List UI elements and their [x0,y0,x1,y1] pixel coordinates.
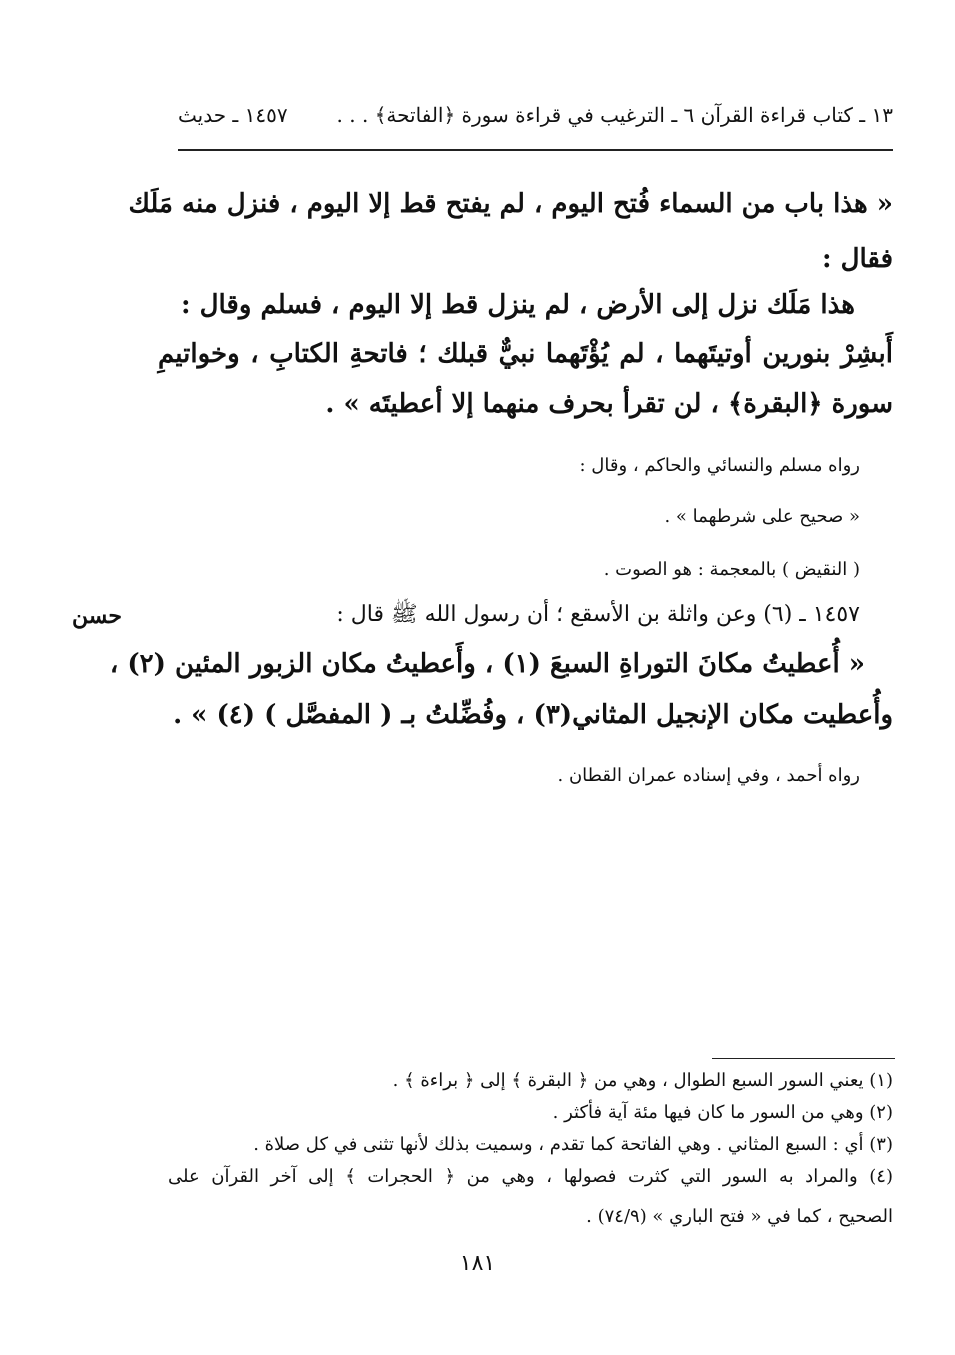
footnote-2: (٢) وهي من السور ما كان فيها مئة آية فأكثر . [552,1102,893,1123]
footnote-4-continuation: الصحيح ، كما في « فتح الباري » (٧٤/٩) . [586,1206,893,1227]
footnote-3: (٣) أي : السبع المثاني . وهي الفاتحة كما تقدم ، وسميت بذلك لأنها تثنى في كل صلاة . [253,1134,893,1155]
running-header-chapter: ١٣ ـ كتاب قراءة القرآن ٦ ـ الترغيب في قراءة سورة ﴿الفاتحة﴾ . . . [336,103,893,127]
header-rule [178,149,893,151]
hadith-text-line-2: فقال : [821,244,893,274]
source-attribution-1: رواه مسلم والنسائي والحاكم ، وقال : [579,455,860,476]
word-explanation-note: ( النقيض ) بالمعجمة : هو الصوت . [603,559,860,580]
hadith-text-line-1: « هذا باب من السماء فُتح اليوم ، لم يفتح قط إلا اليوم ، فنزل منه مَلَك [128,189,893,219]
hadith-1457-line-1: « أُعطيتُ مكانَ التوراةِ السبعَ (١) ، وأَعطيتُ مكان الزبور المئين (٢) ، [109,649,865,679]
footnote-1: (١) يعني السور السبع الطوال ، وهي من ﴿ البقرة ﴾ إلى ﴿ براءة ﴾ . [392,1070,893,1091]
hadith-text-line-4: أَبشِرْ بنورين أوتيتَهما ، لم يُؤْتَهما نبيٌّ قبلك ؛ فاتحةِ الكتابِ ، وخواتيمِ [158,339,893,369]
running-header-hadith-number: ١٤٥٧ ـ حديث [178,103,288,127]
hadith-text-line-3: هذا مَلَك نزل إلى الأرض ، لم ينزل قط إلا اليوم ، فسلم وقال : [180,290,855,320]
source-attribution-2: رواه أحمد ، وفي إسناده عمران القطان . [557,765,860,786]
hadith-grade-label: حسن [72,603,122,629]
hadith-1457-line-2: وأُعطيت مكان الإنجيل المثاني(٣) ، وفُضِّلتُ بـ ( المفصَّل ) (٤) » . [173,700,893,730]
hadith-intro: ١٤٥٧ ـ (٦) وعن واثلة بن الأسقع ؛ أن رسول الله ﷺ قال : [336,602,860,627]
footnote-4: (٤) والمراد به السور التي كثرت فصولها ، وهي من ﴿ الحجرات ﴾ إلى آخر القرآن على [168,1166,893,1187]
hadith-text-line-5: سورة ﴿البقرة﴾ ، لن تقرأ بحرف منهما إلا أعطيتَه » . [325,389,893,419]
authentication-quote: « صحيح على شرطهما » . [664,506,860,527]
footnote-rule [712,1058,895,1059]
page-number: ١٨١ [459,1251,496,1276]
